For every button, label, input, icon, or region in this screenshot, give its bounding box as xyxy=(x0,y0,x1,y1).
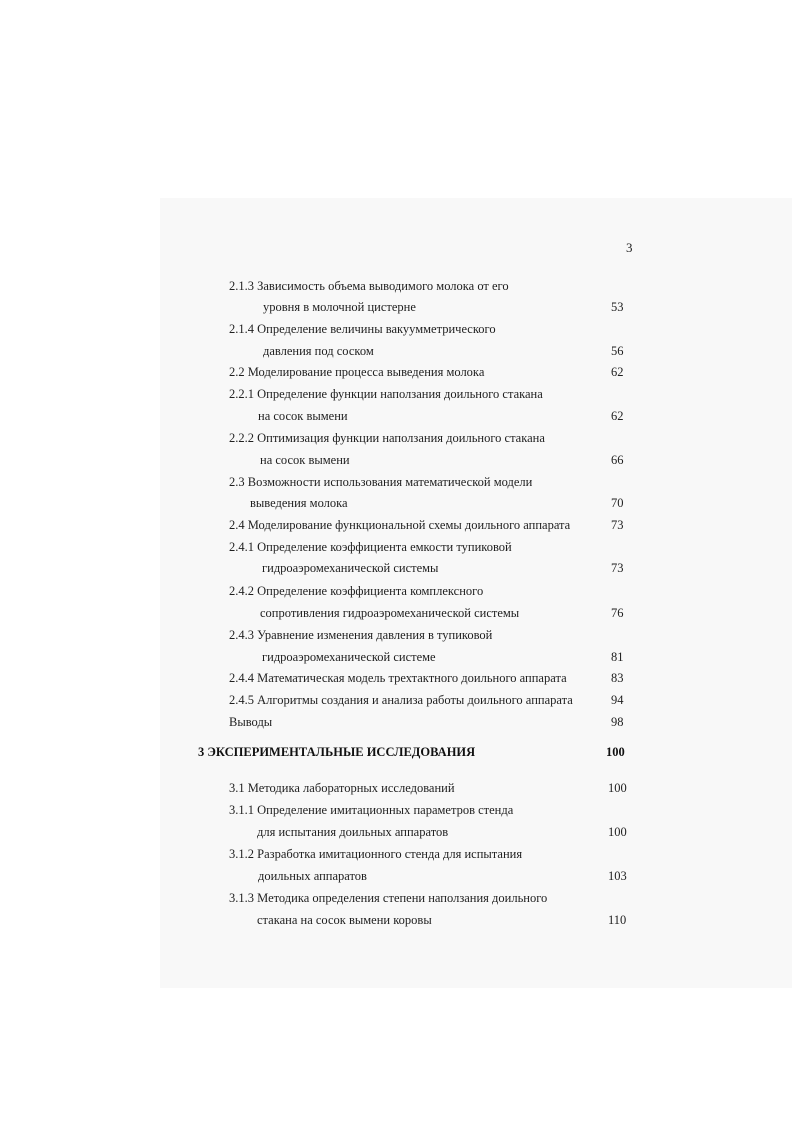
toc-entry-continuation: выведения молока xyxy=(250,496,348,510)
toc-entry-title: 2.1.4 Определение величины вакуумметрического xyxy=(229,322,496,336)
toc-entry-title: 2.2 Моделирование процесса выведения молока xyxy=(229,365,485,379)
toc-entry-continuation: гидроаэромеханической системы xyxy=(262,561,439,575)
chapter-page: 100 xyxy=(606,745,625,759)
toc-entry-page: 98 xyxy=(611,715,624,729)
toc-entry-continuation: сопротивления гидроаэромеханической системы xyxy=(260,606,520,620)
toc-entry-page: 100 xyxy=(608,825,627,839)
toc-entry-title: 3.1 Методика лабораторных исследований xyxy=(229,781,455,795)
toc-entry-page: 73 xyxy=(611,518,624,532)
toc-entry-page: 70 xyxy=(611,496,624,510)
toc-entry-title: 2.4.2 Определение коэффициента комплексного xyxy=(229,584,484,598)
toc-entry-title: 2.2.2 Оптимизация функции наползания доильного стакана xyxy=(229,431,545,445)
toc-entry-continuation: давления под соском xyxy=(263,344,374,358)
toc-entry-page: 103 xyxy=(608,869,627,883)
toc-entry-page: 94 xyxy=(611,693,624,707)
toc-entry-title: 2.2.1 Определение функции наползания доильного стакана xyxy=(229,387,543,401)
toc-entry-page: 81 xyxy=(611,650,624,664)
toc-entry-continuation: для испытания доильных аппаратов xyxy=(257,825,449,839)
toc-entry-title: 3.1.1 Определение имитационных параметров стенда xyxy=(229,803,514,817)
toc-entry-continuation: гидроаэромеханической системе xyxy=(262,650,436,664)
toc-entry-continuation: на сосок вымени xyxy=(260,453,350,467)
toc-entry-page: 66 xyxy=(611,453,624,467)
chapter-heading: 3 ЭКСПЕРИМЕНТАЛЬНЫЕ ИССЛЕДОВАНИЯ xyxy=(198,745,476,759)
toc-entry-title: 2.3 Возможности использования математической модели xyxy=(229,475,533,489)
toc-entry-page: 73 xyxy=(611,561,624,575)
toc-entry-page: 83 xyxy=(611,671,624,685)
toc-entry-page: 100 xyxy=(608,781,627,795)
toc-entry-title: 2.4.3 Уравнение изменения давления в тупиковой xyxy=(229,628,493,642)
toc-entry-title: Выводы xyxy=(229,715,273,729)
toc-entry-title: 3.1.3 Методика определения степени наползания доильного xyxy=(229,891,548,905)
toc-entry-continuation: уровня в молочной цистерне xyxy=(263,300,416,314)
toc-entry-page: 62 xyxy=(611,409,624,423)
toc-entry-title: 2.4.4 Математическая модель трехтактного доильного аппарата xyxy=(229,671,567,685)
toc-entry-continuation: доильных аппаратов xyxy=(258,869,367,883)
toc-entry-continuation: стакана на сосок вымени коровы xyxy=(257,913,432,927)
toc-entry-title: 2.4.5 Алгоритмы создания и анализа работы доильного аппарата xyxy=(229,693,573,707)
toc-entry-title: 2.4.1 Определение коэффициента емкости тупиковой xyxy=(229,540,512,554)
toc-entry-page: 110 xyxy=(608,913,627,927)
toc-entry-title: 2.4 Моделирование функциональной схемы доильного аппарата xyxy=(229,518,571,532)
toc-entry-page: 56 xyxy=(611,344,624,358)
toc-entry-page: 62 xyxy=(611,365,624,379)
toc-entry-continuation: на сосок вымени xyxy=(258,409,348,423)
toc-entry-page: 76 xyxy=(611,606,624,620)
toc-entry-page: 53 xyxy=(611,300,624,314)
page-number: 3 xyxy=(626,240,633,255)
toc-entry-title: 3.1.2 Разработка имитационного стенда для испытания xyxy=(229,847,523,861)
toc-entry-title: 2.1.3 Зависимость объема выводимого молока от его xyxy=(229,279,509,293)
